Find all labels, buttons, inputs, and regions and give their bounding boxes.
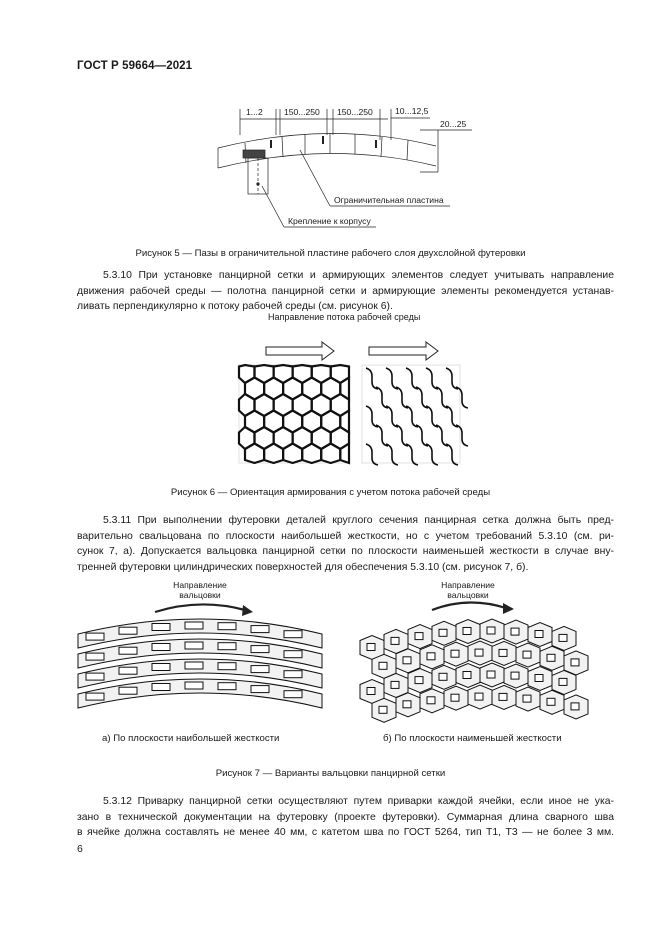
flow-arrow-left-icon — [266, 342, 334, 360]
paragraph-line: тренней футеровки цилиндрических поверхностей для обеспечения 5.3.10 (см. рисунок 7, б). — [77, 561, 529, 573]
figure-7-label-a: а) По плоскости наибольшей жесткости — [102, 733, 280, 744]
paragraph-line: варительно свальцована по плоскости наибольшей жесткости, но с учетом требований 5.3.10 (см. ри- — [77, 530, 614, 542]
page-number: 6 — [77, 843, 83, 855]
paragraph-line: 5.3.10 При установке панцирной сетки и армирующих элементов следует учитывать направление — [103, 270, 614, 281]
paragraph-5-3-11 — [77, 513, 614, 575]
dim-label-5: 20...25 — [440, 119, 467, 129]
figure-7-label-b: б) По плоскости наименьшей жесткости — [383, 733, 562, 744]
paragraph-line: 5.3.12 Приварку панцирной сетки осуществляют путем приварки каждой ячейки, если иное не ука- — [103, 796, 614, 807]
dim-label-2: 150...250 — [284, 107, 320, 117]
figure-6-caption: Рисунок 6 — Ориентация армирования с учетом потока рабочей среды — [170, 487, 491, 498]
hexagonal-mesh-pattern — [239, 365, 349, 463]
paragraph-line: ливать перпендикулярно к потоку рабочей среды (см. рисунок 6). — [77, 301, 393, 313]
paragraph-line: в ячейке должна составлять не менее 40 мм, с катетом шва по ГОСТ 5264, тип Т1, Т3 — не более 3 мм. — [77, 827, 614, 839]
figure-5-drawing — [0, 0, 661, 240]
mesh-rolled-min-stiffness — [360, 619, 588, 722]
figure-7-drawing — [0, 574, 661, 744]
dim-label-3: 150...250 — [337, 107, 373, 117]
rolling-direction-label-a-line2: вальцовки — [179, 590, 221, 600]
label-limiting-plate: Ограничительная пластина — [334, 195, 444, 205]
rolling-direction-label-b-line2: вальцовки — [447, 590, 489, 600]
flow-direction-label: Направление потока рабочей среды — [268, 312, 421, 322]
oriented-mesh-pattern — [362, 365, 468, 465]
figure-5-caption: Рисунок 5 — Пазы в ограничительной пластине рабочего слоя двухслойной футеровки — [135, 248, 526, 259]
label-body-mount: Крепление к корпусу — [288, 216, 371, 226]
dim-label-4: 10...12,5 — [395, 106, 429, 116]
paragraph-5-3-10 — [77, 268, 614, 315]
document-standard-header: ГОСТ Р 59664—2021 — [77, 60, 193, 72]
mesh-rolled-max-stiffness — [78, 619, 322, 708]
rolling-direction-label-a-line1: Направление — [173, 580, 227, 590]
figure-7-caption: Рисунок 7 — Варианты вальцовки панцирной сетки — [215, 768, 446, 779]
paragraph-line: движения рабочей среды — полотна панцирной сетки и армирующие элементы рекомендуется устанав- — [77, 285, 614, 297]
rolling-direction-label-b-line1: Направление — [441, 580, 495, 590]
dim-label-1: 1...2 — [246, 107, 263, 117]
rolling-arrow-b-icon — [432, 602, 506, 610]
rolling-arrow-a-icon — [155, 604, 245, 612]
flow-arrow-right-icon — [369, 342, 438, 360]
paragraph-line: зано в технической документации на футеровку (проекте футеровки). Суммарная длина сварного шва — [77, 811, 614, 823]
paragraph-line: 5.3.11 При выполнении футеровки деталей круглого сечения панцирная сетка должна быть пред- — [103, 515, 614, 526]
figure-6-drawing — [0, 312, 661, 480]
paragraph-line: сунок 7, а). Допускается вальцовка панцирной сетки по плоскости наименьшей жесткости в случае вну- — [77, 546, 614, 558]
paragraph-5-3-12 — [77, 794, 614, 841]
